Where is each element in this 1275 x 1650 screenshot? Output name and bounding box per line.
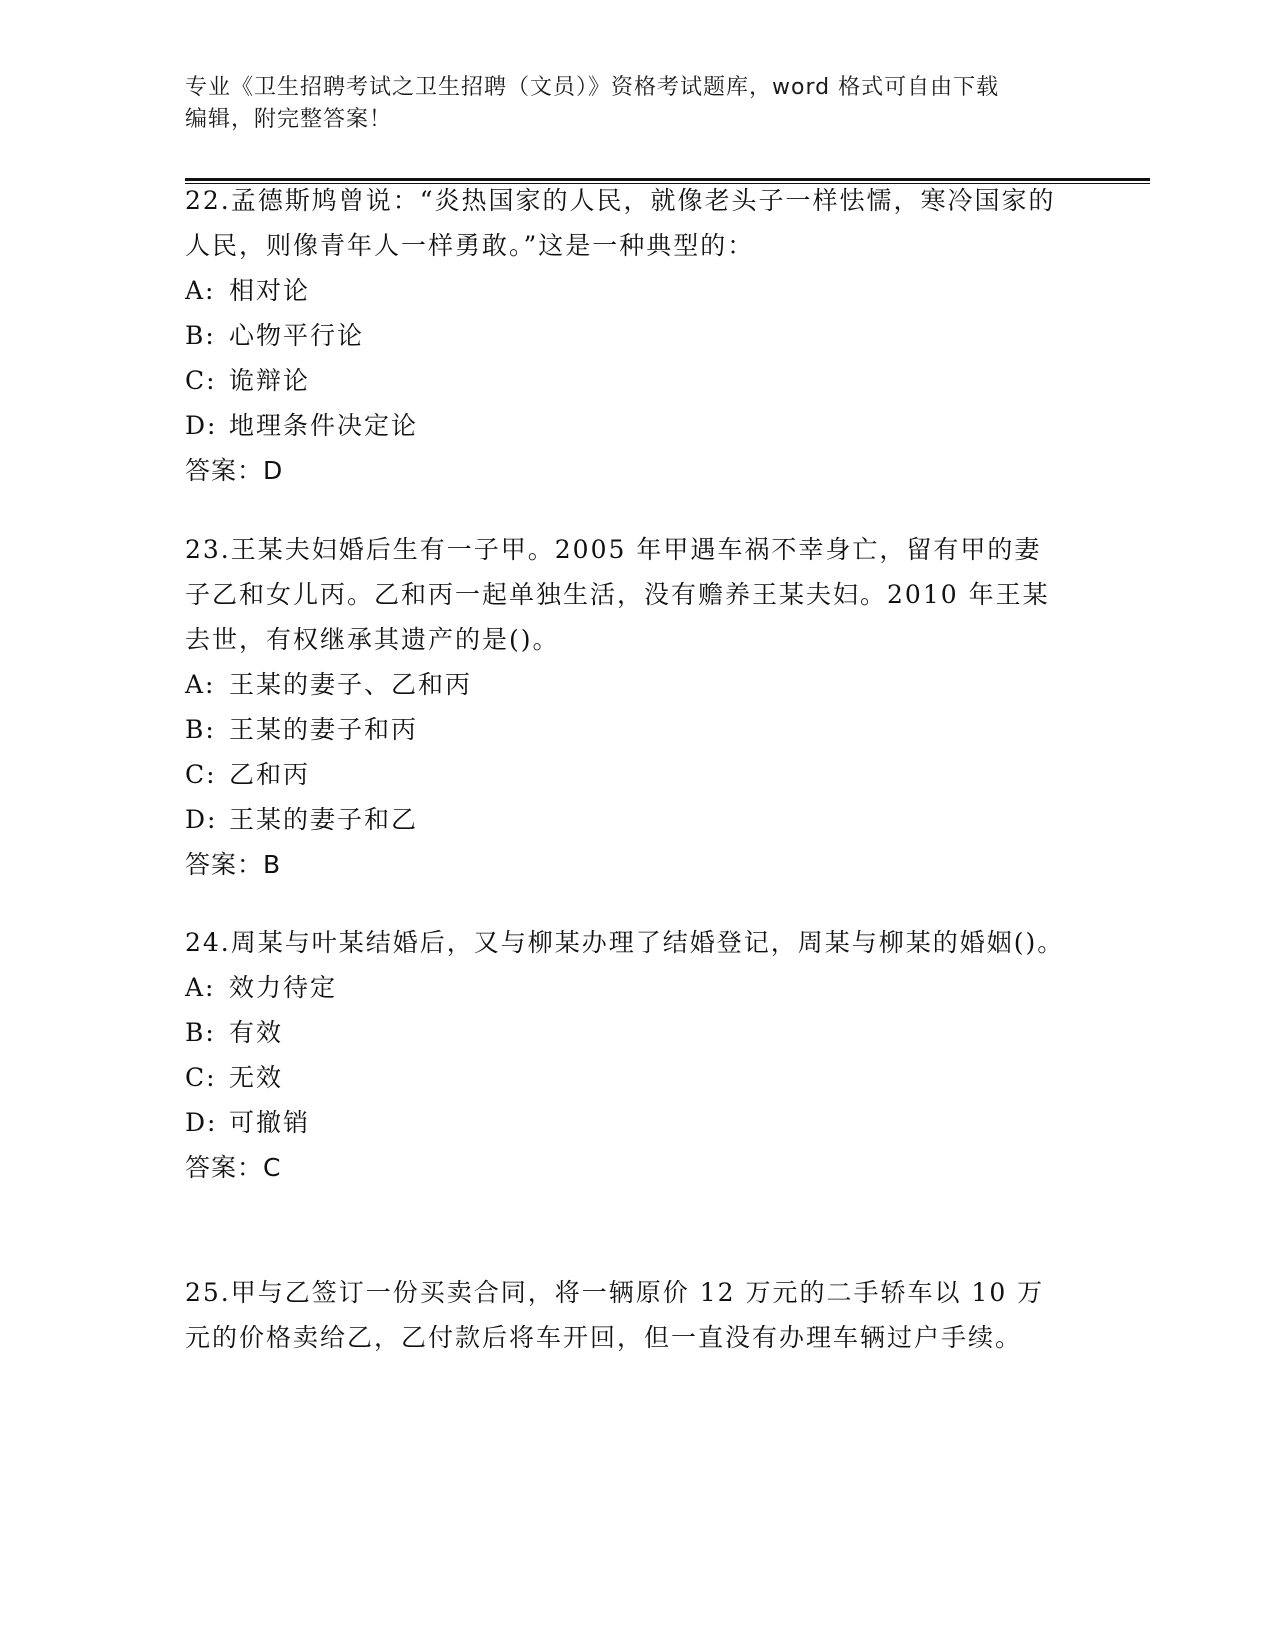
- option-text: 诡辩论: [229, 366, 311, 395]
- option-text: 乙和丙: [229, 760, 311, 789]
- question-22: [185, 178, 1065, 493]
- option-text: 可撤销: [229, 1108, 311, 1137]
- question-23: [185, 527, 1065, 887]
- option-key: A:: [185, 276, 216, 305]
- answer-line: 答案：C: [185, 1153, 282, 1182]
- option-text: 地理条件决定论: [229, 411, 419, 440]
- option-c: [185, 358, 1065, 403]
- option-key: A:: [185, 670, 216, 699]
- option-c: [185, 1055, 1065, 1100]
- option-text: 王某的妻子和丙: [229, 715, 419, 744]
- option-a: [185, 268, 1065, 313]
- option-text: 有效: [229, 1018, 284, 1047]
- option-key: B:: [185, 715, 216, 744]
- option-key: D:: [185, 805, 218, 834]
- option-text: 相对论: [229, 276, 311, 305]
- option-b: [185, 707, 1065, 752]
- option-key: B:: [185, 321, 216, 350]
- option-key: C:: [185, 760, 217, 789]
- option-a: [185, 662, 1065, 707]
- option-key: A:: [185, 973, 216, 1002]
- option-d: [185, 403, 1065, 448]
- option-text: 王某的妻子、乙和丙: [229, 670, 473, 699]
- question-stem: 23.王某夫妇婚后生有一子甲。2005 年甲遇车祸不幸身亡，留有甲的妻子乙和女儿丙。乙和丙一起单独生活，没有赡养王某夫妇。2010 年王某去世，有权继承其遗产的是()。: [185, 535, 1050, 654]
- option-key: B:: [185, 1018, 216, 1047]
- header-line-2: 编辑，附完整答案！: [185, 107, 393, 132]
- answer-line: 答案：D: [185, 456, 284, 485]
- question-25: [185, 1270, 1065, 1360]
- option-key: C:: [185, 366, 217, 395]
- option-text: 心物平行论: [229, 321, 365, 350]
- option-c: [185, 752, 1065, 797]
- option-key: C:: [185, 1063, 217, 1092]
- option-a: [185, 965, 1065, 1010]
- answer-line: 答案：B: [185, 850, 282, 879]
- option-b: [185, 1010, 1065, 1055]
- question-stem: 22.孟德斯鸠曾说：“炎热国家的人民，就像老头子一样怯懦，寒冷国家的人民，则像青年人一样勇敢。”这是一种典型的：: [185, 186, 1056, 260]
- option-text: 效力待定: [229, 973, 338, 1002]
- option-d: [185, 1100, 1065, 1145]
- header-line-1: 专业《卫生招聘考试之卫生招聘（文员）》资格考试题库，word 格式可自由下载: [185, 75, 1000, 100]
- option-key: D:: [185, 1108, 218, 1137]
- question-stem: 25.甲与乙签订一份买卖合同，将一辆原价 12 万元的二手轿车以 10 万元的价格卖给乙，乙付款后将车开回，但一直没有办理车辆过户手续。: [185, 1278, 1045, 1352]
- option-key: D:: [185, 411, 218, 440]
- document-header: [185, 72, 1065, 136]
- option-d: [185, 797, 1065, 842]
- option-text: 王某的妻子和乙: [229, 805, 419, 834]
- option-b: [185, 313, 1065, 358]
- question-stem: 24.周某与叶某结婚后，又与柳某办理了结婚登记，周某与柳某的婚姻()。: [185, 928, 1065, 957]
- question-24: [185, 920, 1065, 1190]
- option-text: 无效: [229, 1063, 284, 1092]
